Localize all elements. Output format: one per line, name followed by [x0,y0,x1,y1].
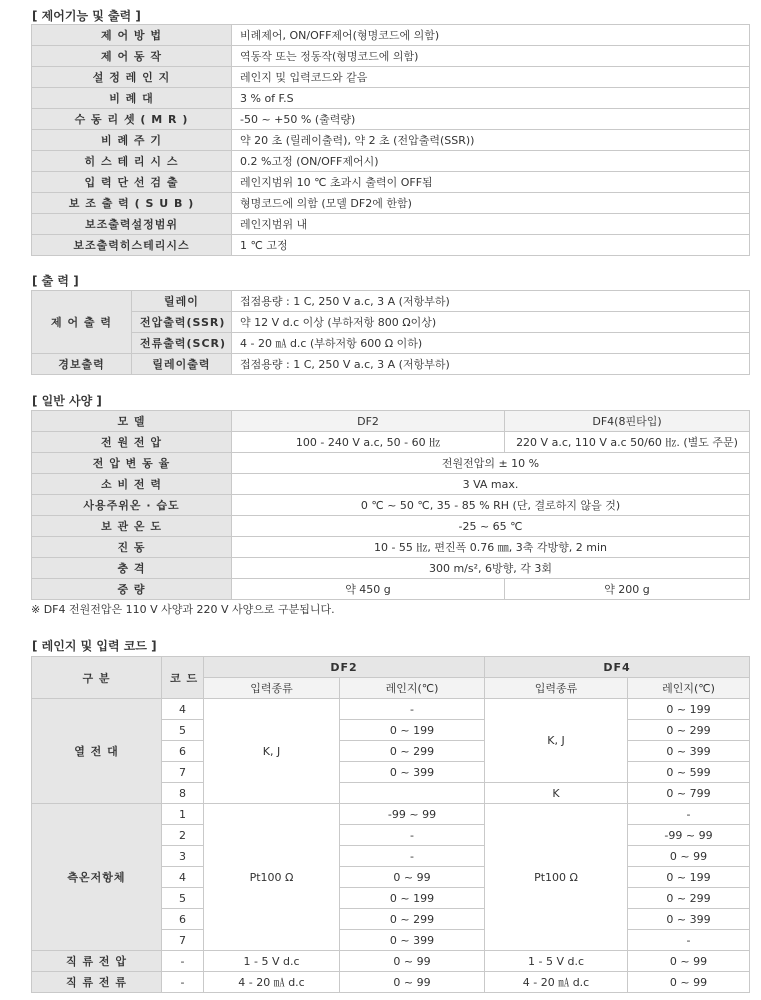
spec-value: 1 ℃ 고정 [232,235,750,256]
df4-range-cell: 0 ~ 599 [628,762,750,783]
spec-label: 보조출력설정범위 [32,214,232,235]
code-cell: - [162,972,204,993]
table-row [32,579,750,600]
section-title-range: [ 레인지 및 입력 코드 ] [32,639,157,653]
df2-range-cell: - [340,825,485,846]
df2-range-cell: 0 ~ 299 [340,909,485,930]
code-cell: 8 [162,783,204,804]
spec-value-df4: 약 200 g [505,579,750,600]
df2-range-cell: - [340,846,485,867]
output-type: 릴레이 [132,291,232,312]
spec-value: 레인지범위 내 [232,214,750,235]
section-title-control: [ 제어기능 및 출력 ] [32,9,141,23]
table-row [32,333,750,354]
model-label: 모 델 [32,411,232,432]
df2-input-cell: K, J [204,699,340,804]
power-note: ※ DF4 전원전압은 110 V 사양과 220 V 사양으로 구분됩니다. [31,603,335,616]
table-row [32,516,750,537]
table-row [32,109,750,130]
output-type: 릴레이출력 [132,354,232,375]
general-spec-table [31,410,750,600]
spec-value: 형명코드에 의함 (모델 DF2에 한함) [232,193,750,214]
spec-label: 전 원 전 압 [32,432,232,453]
dc-current-label: 직 류 전 류 [32,972,162,993]
table-row [32,558,750,579]
table-row [32,172,750,193]
spec-value: 약 20 초 (릴레이출력), 약 2 초 (전압출력(SSR)) [232,130,750,151]
spec-value: 300 m/s², 6방향, 각 3회 [232,558,750,579]
spec-label: 제 어 방 법 [32,25,232,46]
output-type: 전류출력(SCR) [132,333,232,354]
df4-range-cell: 0 ~ 199 [628,867,750,888]
spec-label: 사용주위온 · 습도 [32,495,232,516]
df4-input-cell: K, J [485,699,628,783]
output-type: 전압출력(SSR) [132,312,232,333]
spec-label: 히 스 테 리 시 스 [32,151,232,172]
table-row [32,67,750,88]
alarm-output-label: 경보출력 [32,354,132,375]
df2-range-cell: 0 ~ 99 [340,867,485,888]
table-row [32,804,750,825]
code-cell: 5 [162,888,204,909]
spec-label: 보조출력히스테리시스 [32,235,232,256]
control-function-table [31,24,750,256]
table-row [32,411,750,432]
output-value: 약 12 V d.c 이상 (부하저항 800 Ω이상) [232,312,750,333]
table-row [32,235,750,256]
df2-range-cell: 0 ~ 99 [340,951,485,972]
output-value: 접점용량 : 1 C, 250 V a.c, 3 A (저항부하) [232,291,750,312]
spec-value: -25 ~ 65 ℃ [232,516,750,537]
thermocouple-label: 열 전 대 [32,699,162,804]
code-cell: 3 [162,846,204,867]
df2-input-cell: 1 - 5 V d.c [204,951,340,972]
df2-range-cell: 0 ~ 99 [340,972,485,993]
code-cell: 7 [162,762,204,783]
header-input-type: 입력종류 [485,678,628,699]
table-row [32,46,750,67]
df2-input-cell: Pt100 Ω [204,804,340,951]
df2-range-cell: -99 ~ 99 [340,804,485,825]
df2-range-cell: - [340,699,485,720]
df2-range-cell: 0 ~ 199 [340,888,485,909]
table-row [32,354,750,375]
table-row [32,312,750,333]
section-title-general: [ 일반 사양 ] [32,394,102,408]
header-df4: DF4 [485,657,750,678]
output-table [31,290,750,375]
code-cell: 1 [162,804,204,825]
df4-input-cell: Pt100 Ω [485,804,628,951]
spec-label: 충 격 [32,558,232,579]
df2-range-cell: 0 ~ 399 [340,762,485,783]
spec-label: 보 조 출 력 ( S U B ) [32,193,232,214]
spec-value-df2: 약 450 g [232,579,505,600]
df4-input-cell: 4 - 20 ㎃ d.c [485,972,628,993]
table-row [32,25,750,46]
table-row [32,88,750,109]
table-row [32,495,750,516]
df2-range-cell: 0 ~ 399 [340,930,485,951]
table-row [32,214,750,235]
df4-input-cell: K [485,783,628,804]
rtd-label: 측온저항체 [32,804,162,951]
df4-range-cell: - [628,804,750,825]
spec-label: 입 력 단 선 검 출 [32,172,232,193]
spec-value: 0.2 %고정 (ON/OFF제어시) [232,151,750,172]
section-title-output: [ 출 력 ] [32,274,79,288]
header-code: 코 드 [162,657,204,699]
code-cell: - [162,951,204,972]
output-value: 4 - 20 ㎃ d.c (부하저항 600 Ω 이하) [232,333,750,354]
output-value: 접점용량 : 1 C, 250 V a.c, 3 A (저항부하) [232,354,750,375]
code-cell: 7 [162,930,204,951]
code-cell: 4 [162,867,204,888]
spec-value: 전원전압의 ± 10 % [232,453,750,474]
df4-range-cell: 0 ~ 199 [628,699,750,720]
table-row [32,699,750,720]
spec-label: 설 정 레 인 지 [32,67,232,88]
header-category: 구 분 [32,657,162,699]
spec-value: 0 ℃ ~ 50 ℃, 35 - 85 % RH (단, 결로하지 않을 것) [232,495,750,516]
table-row [32,432,750,453]
spec-label: 제 어 동 작 [32,46,232,67]
table-row [32,151,750,172]
df2-input-cell: 4 - 20 ㎃ d.c [204,972,340,993]
spec-value: 레인지 및 입력코드와 같음 [232,67,750,88]
table-row [32,972,750,993]
df4-range-cell: 0 ~ 299 [628,888,750,909]
spec-value-df2: 100 - 240 V a.c, 50 - 60 ㎐ [232,432,505,453]
code-cell: 2 [162,825,204,846]
spec-label: 전 압 변 동 율 [32,453,232,474]
table-row [32,474,750,495]
table-row [32,657,750,678]
spec-value: 레인지범위 10 ℃ 초과시 출력이 OFF됨 [232,172,750,193]
spec-label: 진 동 [32,537,232,558]
df2-range-cell: 0 ~ 199 [340,720,485,741]
df2-range-cell [340,783,485,804]
table-row [32,291,750,312]
df4-range-cell: 0 ~ 99 [628,972,750,993]
code-cell: 5 [162,720,204,741]
df4-range-cell: 0 ~ 99 [628,951,750,972]
code-cell: 6 [162,909,204,930]
spec-label: 수 동 리 셋 ( M R ) [32,109,232,130]
df4-range-cell: 0 ~ 399 [628,741,750,762]
df4-range-cell: -99 ~ 99 [628,825,750,846]
spec-value: 비례제어, ON/OFF제어(형명코드에 의함) [232,25,750,46]
table-row [32,130,750,151]
spec-label: 중 량 [32,579,232,600]
table-row [32,453,750,474]
table-row [32,537,750,558]
header-input-type: 입력종류 [204,678,340,699]
table-row [32,951,750,972]
code-cell: 4 [162,699,204,720]
spec-value-df4: 220 V a.c, 110 V a.c 50/60 ㎐. (별도 주문) [505,432,750,453]
spec-label: 보 관 온 도 [32,516,232,537]
spec-label: 비 례 주 기 [32,130,232,151]
spec-value: 10 - 55 ㎐, 편진폭 0.76 ㎜, 3축 각방향, 2 min [232,537,750,558]
header-range: 레인지(℃) [340,678,485,699]
df4-range-cell: 0 ~ 399 [628,909,750,930]
spec-value: 3 % of F.S [232,88,750,109]
code-cell: 6 [162,741,204,762]
df4-range-cell: 0 ~ 799 [628,783,750,804]
df4-range-cell: 0 ~ 99 [628,846,750,867]
df4-range-cell: 0 ~ 299 [628,720,750,741]
control-output-label: 제 어 출 력 [32,291,132,354]
df4-range-cell: - [628,930,750,951]
df4-input-cell: 1 - 5 V d.c [485,951,628,972]
model-df4: DF4(8핀타입) [505,411,750,432]
spec-value: -50 ~ +50 % (출력량) [232,109,750,130]
spec-value: 3 VA max. [232,474,750,495]
table-row [32,193,750,214]
range-code-table [31,656,750,993]
dc-voltage-label: 직 류 전 압 [32,951,162,972]
spec-label: 비 례 대 [32,88,232,109]
df2-range-cell: 0 ~ 299 [340,741,485,762]
spec-label: 소 비 전 력 [32,474,232,495]
header-range: 레인지(℃) [628,678,750,699]
spec-value: 역동작 또는 정동작(형명코드에 의함) [232,46,750,67]
model-df2: DF2 [232,411,505,432]
header-df2: DF2 [204,657,485,678]
